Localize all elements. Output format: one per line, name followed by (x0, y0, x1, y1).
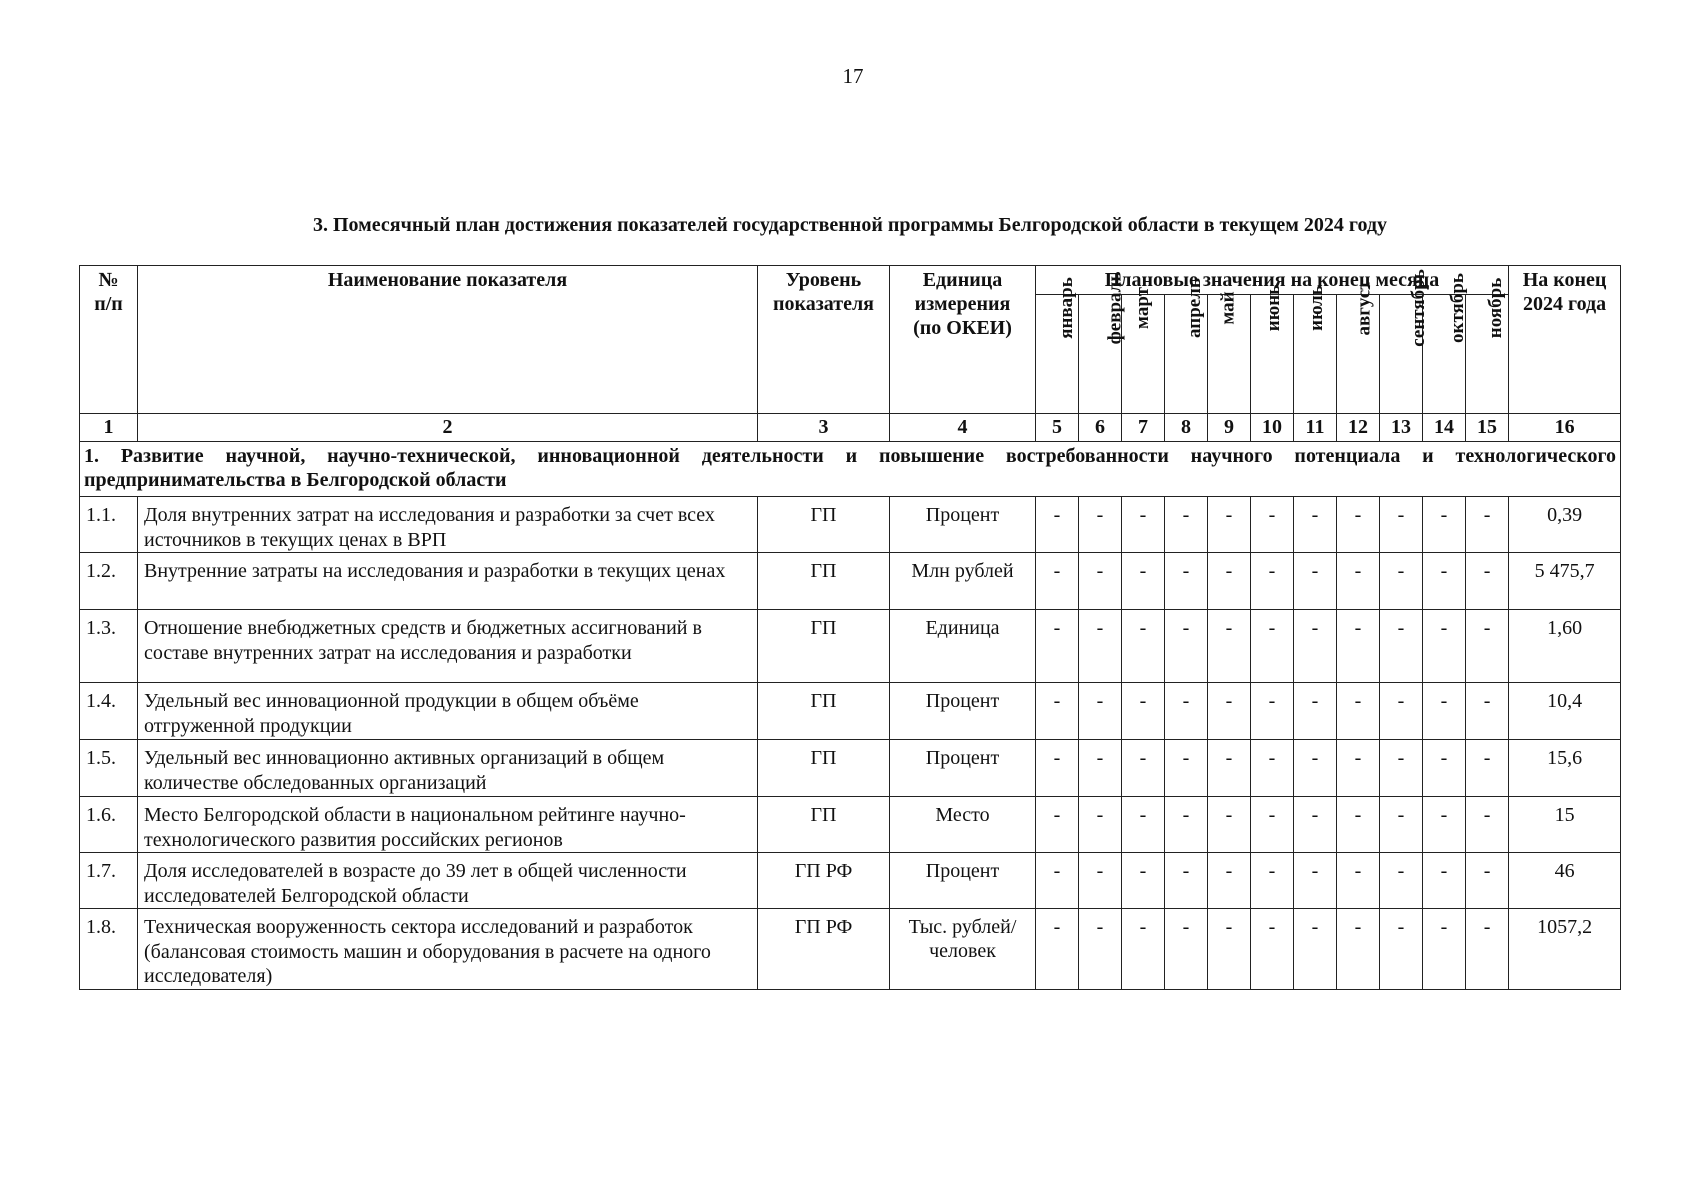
indicator-name: Удельный вес инновационно активных организаций в общем количестве обследованных организаций (138, 740, 758, 797)
indicator-unit: Место (890, 797, 1036, 853)
indicator-level: ГП (758, 740, 890, 797)
year-total: 46 (1509, 853, 1621, 909)
month-label: июль (1305, 285, 1327, 331)
month-value: - (1122, 553, 1165, 610)
month-value: - (1079, 610, 1122, 683)
indicator-unit: Единица (890, 610, 1036, 683)
header-month (1337, 280, 1380, 414)
column-number: 1 (80, 414, 138, 442)
indicator-unit: Процент (890, 853, 1036, 909)
month-label: октябрь (1446, 273, 1468, 343)
indicator-level: ГП РФ (758, 909, 890, 990)
header-month (1294, 285, 1337, 414)
month-value: - (1251, 909, 1294, 990)
column-number: 14 (1423, 414, 1466, 442)
header-row-1 (80, 266, 1621, 295)
month-value: - (1337, 497, 1380, 553)
indicator-unit: Тыс. рублей/ человек (890, 909, 1036, 990)
month-value: - (1337, 909, 1380, 990)
month-value: - (1380, 853, 1423, 909)
section-row (80, 442, 1621, 497)
month-value: - (1036, 497, 1079, 553)
column-numbers-row (80, 414, 1621, 442)
month-value: - (1122, 683, 1165, 740)
header-total: На конец 2024 года (1509, 266, 1621, 414)
header-month (1079, 271, 1126, 414)
month-label: март (1132, 287, 1153, 329)
month-value: - (1165, 740, 1208, 797)
month-value: - (1079, 740, 1122, 797)
month-value: - (1423, 553, 1466, 610)
month-value: - (1122, 740, 1165, 797)
indicator-unit: Процент (890, 497, 1036, 553)
column-number: 3 (758, 414, 890, 442)
month-value: - (1294, 740, 1337, 797)
column-number: 15 (1466, 414, 1509, 442)
indicator-unit: Процент (890, 683, 1036, 740)
month-value: - (1079, 553, 1122, 610)
month-label: февраль (1104, 271, 1126, 345)
indicator-level: ГП РФ (758, 853, 890, 909)
month-value: - (1165, 909, 1208, 990)
month-value: - (1337, 683, 1380, 740)
month-value: - (1337, 553, 1380, 610)
month-value: - (1466, 610, 1509, 683)
table-row (80, 740, 1621, 797)
month-value: - (1380, 740, 1423, 797)
year-total: 15 (1509, 797, 1621, 853)
column-number: 9 (1208, 414, 1251, 442)
row-number: 1.1. (80, 497, 138, 553)
month-value: - (1165, 497, 1208, 553)
month-value: - (1165, 683, 1208, 740)
indicator-name: Место Белгородской области в национальном рейтинге научно-технологического развития российских регионов (138, 797, 758, 853)
month-value: - (1208, 740, 1251, 797)
indicator-level: ГП (758, 497, 890, 553)
month-value: - (1079, 797, 1122, 853)
month-value: - (1466, 797, 1509, 853)
row-number: 1.4. (80, 683, 138, 740)
month-value: - (1079, 909, 1122, 990)
month-label: июнь (1263, 284, 1285, 332)
indicators-table (79, 265, 1621, 990)
month-value: - (1423, 853, 1466, 909)
month-value: - (1208, 853, 1251, 909)
page-number: 17 (842, 64, 864, 88)
month-value: - (1251, 740, 1294, 797)
header-num: № п/п (80, 266, 138, 414)
column-number: 10 (1251, 414, 1294, 442)
month-value: - (1122, 797, 1165, 853)
month-value: - (1251, 853, 1294, 909)
month-value: - (1294, 853, 1337, 909)
month-label: апрель (1183, 278, 1205, 338)
table-row (80, 497, 1621, 553)
header-month (1380, 269, 1429, 414)
month-value: - (1423, 610, 1466, 683)
header-name: Наименование показателя (138, 266, 758, 414)
table-row (80, 797, 1621, 853)
month-value: - (1423, 497, 1466, 553)
month-value: - (1466, 909, 1509, 990)
table-row (80, 909, 1621, 990)
month-value: - (1294, 610, 1337, 683)
month-value: - (1251, 683, 1294, 740)
row-number: 1.2. (80, 553, 138, 610)
year-total: 5 475,7 (1509, 553, 1621, 610)
document-title: 3. Помесячный план достижения показателей государственной программы Белгородской области в текущем 2024 году (312, 214, 1387, 236)
year-total: 10,4 (1509, 683, 1621, 740)
header-level: Уровень показателя (758, 266, 890, 414)
month-label: январь (1055, 277, 1077, 339)
month-value: - (1036, 683, 1079, 740)
column-number: 2 (138, 414, 758, 442)
month-value: - (1079, 853, 1122, 909)
header-month (1423, 273, 1468, 414)
indicator-name: Техническая вооруженность сектора исследований и разработок (балансовая стоимость машин и оборудования в расчете на одного исследователя) (138, 909, 758, 990)
month-value: - (1208, 497, 1251, 553)
indicator-level: ГП (758, 610, 890, 683)
row-number: 1.6. (80, 797, 138, 853)
month-value: - (1251, 610, 1294, 683)
table-row (80, 683, 1621, 740)
month-value: - (1380, 610, 1423, 683)
column-number: 8 (1165, 414, 1208, 442)
month-value: - (1165, 853, 1208, 909)
indicator-unit: Млн рублей (890, 553, 1036, 610)
month-label: май (1217, 291, 1239, 325)
column-number: 7 (1122, 414, 1165, 442)
month-value: - (1165, 553, 1208, 610)
month-value: - (1294, 497, 1337, 553)
month-value: - (1466, 740, 1509, 797)
column-number: 13 (1380, 414, 1423, 442)
month-value: - (1208, 683, 1251, 740)
header-month (1165, 278, 1208, 414)
month-value: - (1208, 610, 1251, 683)
month-label: ноябрь (1485, 277, 1507, 339)
month-value: - (1122, 497, 1165, 553)
year-total: 15,6 (1509, 740, 1621, 797)
month-label: сентябрь (1407, 269, 1429, 347)
month-value: - (1294, 909, 1337, 990)
column-number: 12 (1337, 414, 1380, 442)
month-value: - (1122, 909, 1165, 990)
indicator-level: ГП (758, 553, 890, 610)
month-value: - (1466, 497, 1509, 553)
row-number: 1.8. (80, 909, 138, 990)
month-value: - (1380, 797, 1423, 853)
row-number: 1.5. (80, 740, 138, 797)
header-month (1208, 291, 1251, 414)
column-number: 5 (1036, 414, 1079, 442)
month-value: - (1036, 553, 1079, 610)
header-month (1122, 287, 1165, 414)
month-value: - (1337, 797, 1380, 853)
indicator-name: Доля исследователей в возрасте до 39 лет в общей численности исследователей Белгородской области (138, 853, 758, 909)
indicator-name: Удельный вес инновационной продукции в общем объёме отгруженной продукции (138, 683, 758, 740)
header-month (1466, 277, 1509, 414)
month-value: - (1294, 797, 1337, 853)
month-value: - (1122, 853, 1165, 909)
month-value: - (1036, 797, 1079, 853)
month-value: - (1251, 497, 1294, 553)
month-value: - (1337, 853, 1380, 909)
indicator-level: ГП (758, 797, 890, 853)
month-value: - (1208, 909, 1251, 990)
row-number: 1.3. (80, 610, 138, 683)
header-month (1251, 284, 1294, 414)
month-value: - (1380, 683, 1423, 740)
month-value: - (1380, 909, 1423, 990)
month-value: - (1251, 797, 1294, 853)
section-title: 1. Развитие научной, научно-технической, инновационной деятельности и повышение востребованности научного потенциала и технологического предпринимательства в Белгородской области (80, 442, 1621, 497)
month-value: - (1423, 797, 1466, 853)
month-value: - (1079, 497, 1122, 553)
table-row (80, 610, 1621, 683)
month-value: - (1079, 683, 1122, 740)
month-value: - (1036, 610, 1079, 683)
indicator-name: Внутренние затраты на исследования и разработки в текущих ценах (138, 553, 758, 610)
month-value: - (1165, 610, 1208, 683)
column-number: 4 (890, 414, 1036, 442)
month-value: - (1337, 610, 1380, 683)
table-row (80, 853, 1621, 909)
header-unit: Единица измерения (по ОКЕИ) (890, 266, 1036, 414)
month-value: - (1165, 797, 1208, 853)
month-value: - (1466, 683, 1509, 740)
column-number: 6 (1079, 414, 1122, 442)
month-value: - (1208, 797, 1251, 853)
month-value: - (1380, 553, 1423, 610)
month-label: август (1353, 280, 1375, 336)
month-value: - (1036, 740, 1079, 797)
month-value: - (1122, 610, 1165, 683)
month-value: - (1294, 553, 1337, 610)
column-number: 16 (1509, 414, 1621, 442)
month-value: - (1423, 909, 1466, 990)
row-number: 1.7. (80, 853, 138, 909)
header-months-group: Плановые значения на конец месяца (1036, 266, 1509, 295)
header-month (1036, 277, 1079, 414)
indicator-unit: Процент (890, 740, 1036, 797)
month-value: - (1337, 740, 1380, 797)
table-row (80, 553, 1621, 610)
year-total: 1,60 (1509, 610, 1621, 683)
month-value: - (1036, 909, 1079, 990)
month-value: - (1466, 853, 1509, 909)
indicator-level: ГП (758, 683, 890, 740)
month-value: - (1208, 553, 1251, 610)
month-value: - (1251, 553, 1294, 610)
indicator-name: Доля внутренних затрат на исследования и разработки за счет всех источников в текущих ценах в ВРП (138, 497, 758, 553)
month-value: - (1380, 497, 1423, 553)
indicator-name: Отношение внебюджетных средств и бюджетных ассигнований в составе внутренних затрат на исследования и разработки (138, 610, 758, 683)
month-value: - (1036, 853, 1079, 909)
year-total: 0,39 (1509, 497, 1621, 553)
column-number: 11 (1294, 414, 1337, 442)
month-value: - (1423, 740, 1466, 797)
month-value: - (1423, 683, 1466, 740)
month-value: - (1294, 683, 1337, 740)
month-value: - (1466, 553, 1509, 610)
year-total: 1057,2 (1509, 909, 1621, 990)
